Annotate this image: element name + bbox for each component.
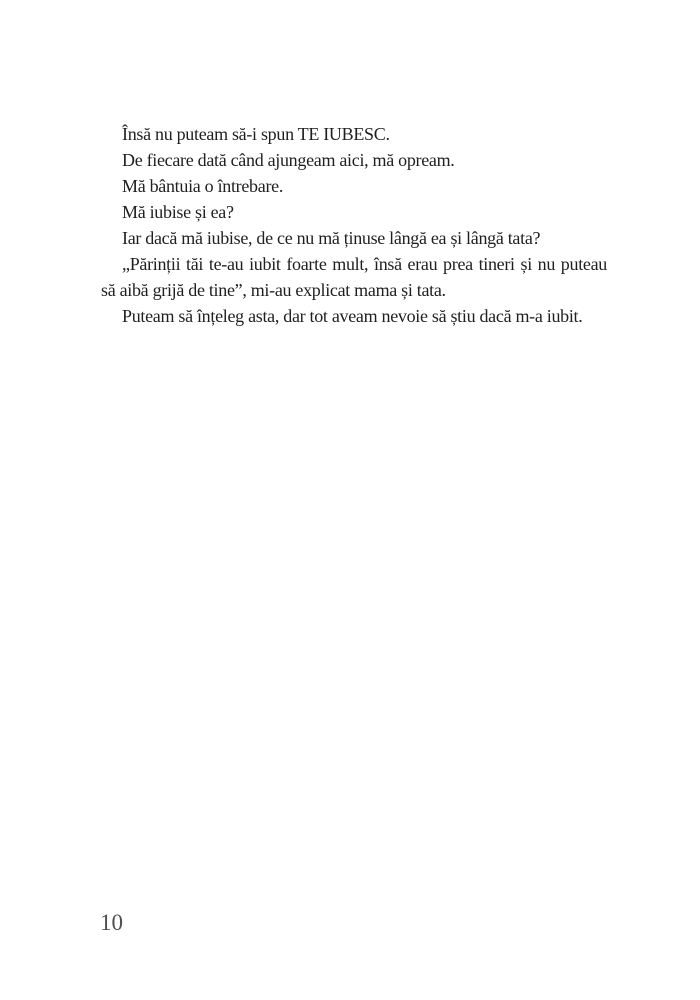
paragraph: Mă bântuia o întrebare. (122, 176, 284, 196)
paragraph: Mă iubise și ea? (122, 202, 234, 222)
paragraph: „Părinții tăi te-au iubit foarte mult, însă erau prea tineri și nu puteau să aibă grijă de tine”, mi-au explicat mama și tata. (101, 254, 607, 300)
body-text (101, 121, 607, 329)
paragraph: Puteam să înțeleg asta, dar tot aveam nevoie să știu dacă m-a iubit. (122, 306, 583, 326)
paragraph: De fiecare dată când ajungeam aici, mă opream. (122, 150, 455, 170)
paragraph: Însă nu puteam să-i spun TE IUBESC. (122, 124, 390, 144)
paragraph: Iar dacă mă iubise, de ce nu mă ținuse lângă ea și lângă tata? (122, 228, 541, 248)
page-number: 10 (100, 910, 123, 935)
